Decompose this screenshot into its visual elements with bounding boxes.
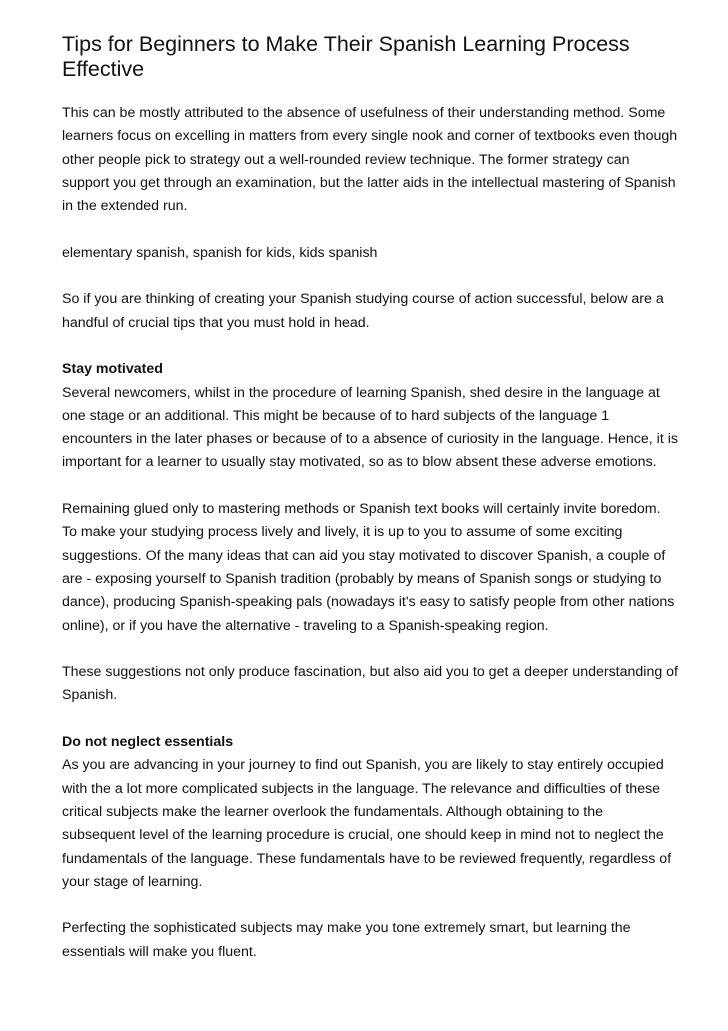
spacer [62,82,678,102]
spacer [62,218,678,241]
paragraph-keywords: elementary spanish, spanish for kids, kids spanish [62,244,378,261]
document-body [62,102,678,964]
spacer [62,335,678,358]
paragraph-fluent: Perfecting the sophisticated subjects may make you tone extremely smart, but learning the essentials will make you fluent. [62,920,631,960]
paragraph-suggestions: These suggestions not only produce fascination, but also aid you to get a deeper understanding of Spanish. [62,664,678,704]
paragraph-intro: This can be mostly attributed to the absence of usefulness of their understanding method. Some learners focus on excelling in matters from every single nook and corner of textbooks even though other people pick to strategy out a well-rounded review technique. The former strategy can support you get through an examination, but the latter aids in the intellectual mastering of Spanish in the extended run. [62,105,678,215]
document-title: Tips for Beginners to Make Their Spanish Learning Process Effective [62,32,630,81]
spacer [62,708,678,731]
section-heading-essentials: Do not neglect essentials [62,734,234,751]
spacer [62,638,678,661]
section-heading-stay-motivated: Stay motivated [62,361,163,378]
spacer [62,265,678,288]
paragraph-boredom: Remaining glued only to mastering methods or Spanish text books will certainly invite boredom. To make your studying process lively and lively, it is up to you to assume of some exciting suggestions. Of the many ideas that can aid you stay motivated to discover Spanish, a couple of are - exposing yourself to Spanish tradition (probably by means of Spanish songs or studying to dance), producing Spanish-speaking pals (nowadays it's easy to satisfy people from other nations online), or if you have the alternative - traveling to a Spanish-speaking region. [62,501,675,634]
paragraph-tips-intro: So if you are thinking of creating your Spanish studying course of action successful, below are a handful of crucial tips that you must hold in head. [62,291,664,331]
spacer [62,894,678,917]
paragraph-motivation: Several newcomers, whilst in the procedure of learning Spanish, shed desire in the language at one stage or an additional. This might be because of to hard subjects of the language 1 encounters in the later phases or because of to a absence of curiosity in the language. Hence, it is important for a learner to usually stay motivated, so as to blow absent these adverse emotions. [62,384,678,471]
spacer [62,475,678,498]
paragraph-essentials: As you are advancing in your journey to find out Spanish, you are likely to stay entirely occupied with the a lot more complicated subjects in the language. The relevance and difficulties of these critical subjects make the learner overlook the fundamentals. Although obtaining to the subsequent level of the learning procedure is crucial, one should keep in mind not to neglect the fundamentals of the language. These fundamentals have to be reviewed frequently, regardless of your stage of learning. [62,757,672,890]
